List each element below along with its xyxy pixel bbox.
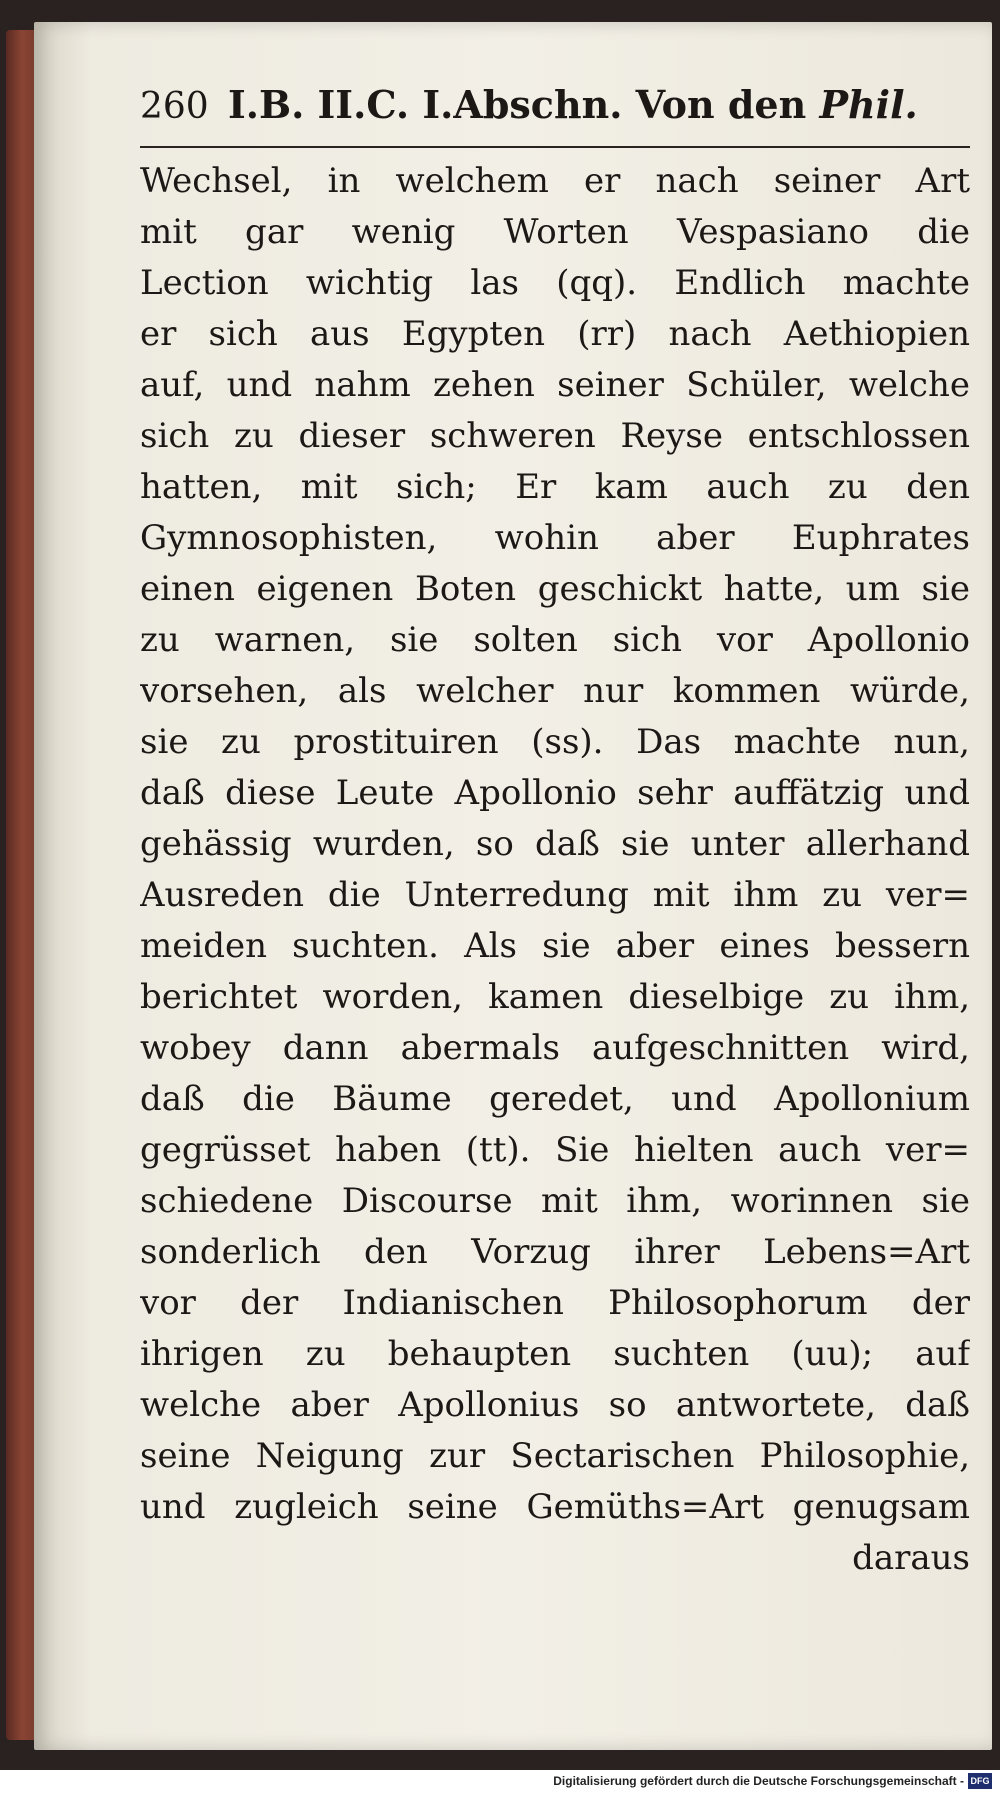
text-line: und zugleich seine Gemüths=Art genugsam xyxy=(140,1487,970,1527)
text-line: welche aber Apollonius so antwortete, daß xyxy=(140,1385,970,1425)
catchword: daraus xyxy=(852,1538,970,1578)
text-line: ihrigen zu behaupten suchten (uu); auf xyxy=(140,1334,970,1374)
text-line: vorsehen, als welcher nur kommen würde, xyxy=(140,671,970,711)
text-line: schiedene Discourse mit ihm, worinnen sie xyxy=(140,1181,970,1221)
text-line: gegrüsset haben (tt). Sie hielten auch ver= xyxy=(140,1130,970,1170)
text-line: zu warnen, sie solten sich vor Apollonio xyxy=(140,620,970,660)
text-line: gehässig wurden, so daß sie unter allerhand xyxy=(140,824,970,864)
text-line: auf, und nahm zehen seiner Schüler, welche xyxy=(140,365,970,405)
body-text xyxy=(140,156,970,1584)
text-line: sie zu prostituiren (ss). Das machte nun, xyxy=(140,722,970,762)
text-line: seine Neigung zur Sectarischen Philosophie, xyxy=(140,1436,970,1476)
text-line: Gymnosophisten, wohin aber Euphrates xyxy=(140,518,970,558)
text-line: er sich aus Egypten (rr) nach Aethiopien xyxy=(140,314,970,354)
running-title: I.B. II.C. I.Abschn. Von den xyxy=(227,82,807,127)
text-line: hatten, mit sich; Er kam auch zu den xyxy=(140,467,970,507)
text-line: sich zu dieser schweren Reyse entschlossen xyxy=(140,416,970,456)
digitization-credit: Digitalisierung gefördert durch die Deutsche Forschungsgemeinschaft - xyxy=(553,1774,964,1788)
header-rule xyxy=(140,146,970,148)
text-line: vor der Indianischen Philosophorum der xyxy=(140,1283,970,1323)
text-line: einen eigenen Boten geschickt hatte, um sie xyxy=(140,569,970,609)
text-line: berichtet worden, kamen dieselbige zu ihm, xyxy=(140,977,970,1017)
text-line: wobey dann abermals aufgeschnitten wird, xyxy=(140,1028,970,1068)
text-line: meiden suchten. Als sie aber eines bessern xyxy=(140,926,970,966)
running-header xyxy=(140,82,970,142)
text-line: mit gar wenig Worten Vespasiano die xyxy=(140,212,970,252)
text-line: sonderlich den Vorzug ihrer Lebens=Art xyxy=(140,1232,970,1272)
dfg-logo: DFG xyxy=(968,1773,992,1789)
text-line: daß die Bäume geredet, und Apollonium xyxy=(140,1079,970,1119)
text-line: Lection wichtig las (qq). Endlich machte xyxy=(140,263,970,303)
running-title-italic: Phil. xyxy=(819,82,918,127)
text-line: Wechsel, in welchem er nach seiner Art xyxy=(140,161,970,201)
page-number: 260 xyxy=(140,86,209,127)
text-line: Ausreden die Unterredung mit ihm zu ver= xyxy=(140,875,970,915)
text-line: daß diese Leute Apollonio sehr auffätzig und xyxy=(140,773,970,813)
